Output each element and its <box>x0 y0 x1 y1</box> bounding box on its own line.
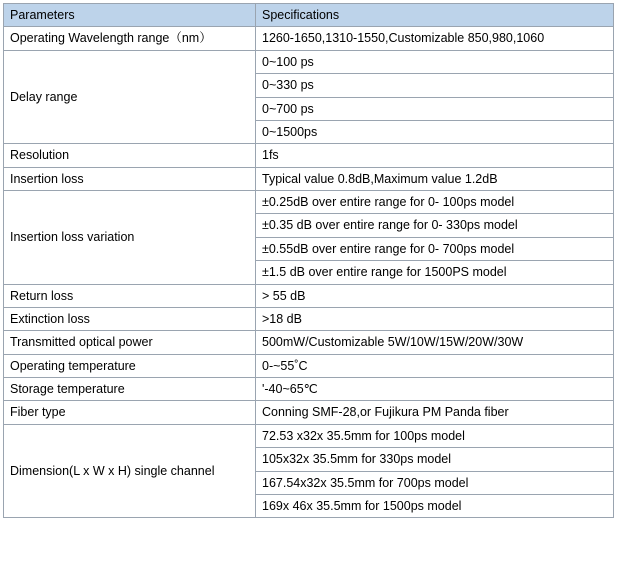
table-row <box>4 354 614 377</box>
column-header-specifications: Specifications <box>256 4 614 27</box>
table-row <box>4 50 614 73</box>
table-header-row <box>4 4 614 27</box>
parameter-cell: Resolution <box>4 144 256 167</box>
specification-cell: 0~700 ps <box>256 97 614 120</box>
specification-cell: 72.53 x32x 35.5mm for 100ps model <box>256 424 614 447</box>
table-row <box>4 378 614 401</box>
specification-cell: ±0.35 dB over entire range for 0- 330ps model <box>256 214 614 237</box>
specification-cell: 1260-1650,1310-1550,Customizable 850,980,1060 <box>256 27 614 50</box>
parameter-cell: Insertion loss <box>4 167 256 190</box>
specification-cell: Typical value 0.8dB,Maximum value 1.2dB <box>256 167 614 190</box>
parameter-cell: Extinction loss <box>4 307 256 330</box>
specification-cell: 0-~55˚C <box>256 354 614 377</box>
specification-cell: '-40~65℃ <box>256 378 614 401</box>
parameter-cell: Delay range <box>4 50 256 144</box>
specification-cell: 0~330 ps <box>256 74 614 97</box>
column-header-parameters: Parameters <box>4 4 256 27</box>
specification-cell: Conning SMF-28,or Fujikura PM Panda fiber <box>256 401 614 424</box>
specification-cell: 169x 46x 35.5mm for 1500ps model <box>256 494 614 517</box>
parameter-cell: Transmitted optical power <box>4 331 256 354</box>
specifications-table <box>3 3 614 518</box>
parameter-cell: Operating Wavelength range（nm） <box>4 27 256 50</box>
specification-cell: ±1.5 dB over entire range for 1500PS model <box>256 261 614 284</box>
parameter-cell: Operating temperature <box>4 354 256 377</box>
table-row <box>4 401 614 424</box>
specification-cell: 0~100 ps <box>256 50 614 73</box>
parameter-cell: Storage temperature <box>4 378 256 401</box>
table-row <box>4 191 614 214</box>
specification-cell: 500mW/Customizable 5W/10W/15W/20W/30W <box>256 331 614 354</box>
table-row <box>4 284 614 307</box>
specification-cell: 0~1500ps <box>256 120 614 143</box>
table-row <box>4 167 614 190</box>
specification-cell: 167.54x32x 35.5mm for 700ps model <box>256 471 614 494</box>
parameter-cell: Return loss <box>4 284 256 307</box>
parameter-cell: Fiber type <box>4 401 256 424</box>
specification-cell: >18 dB <box>256 307 614 330</box>
specification-cell: > 55 dB <box>256 284 614 307</box>
parameter-cell: Dimension(L x W x H) single channel <box>4 424 256 518</box>
specification-cell: ±0.55dB over entire range for 0- 700ps model <box>256 237 614 260</box>
table-row <box>4 27 614 50</box>
table-row <box>4 424 614 447</box>
specification-cell: 1fs <box>256 144 614 167</box>
table-row <box>4 331 614 354</box>
table-row <box>4 307 614 330</box>
specification-cell: 105x32x 35.5mm for 330ps model <box>256 448 614 471</box>
table-header <box>4 4 614 27</box>
specification-cell: ±0.25dB over entire range for 0- 100ps model <box>256 191 614 214</box>
table-body <box>4 27 614 518</box>
parameter-cell: Insertion loss variation <box>4 191 256 285</box>
table-row <box>4 144 614 167</box>
